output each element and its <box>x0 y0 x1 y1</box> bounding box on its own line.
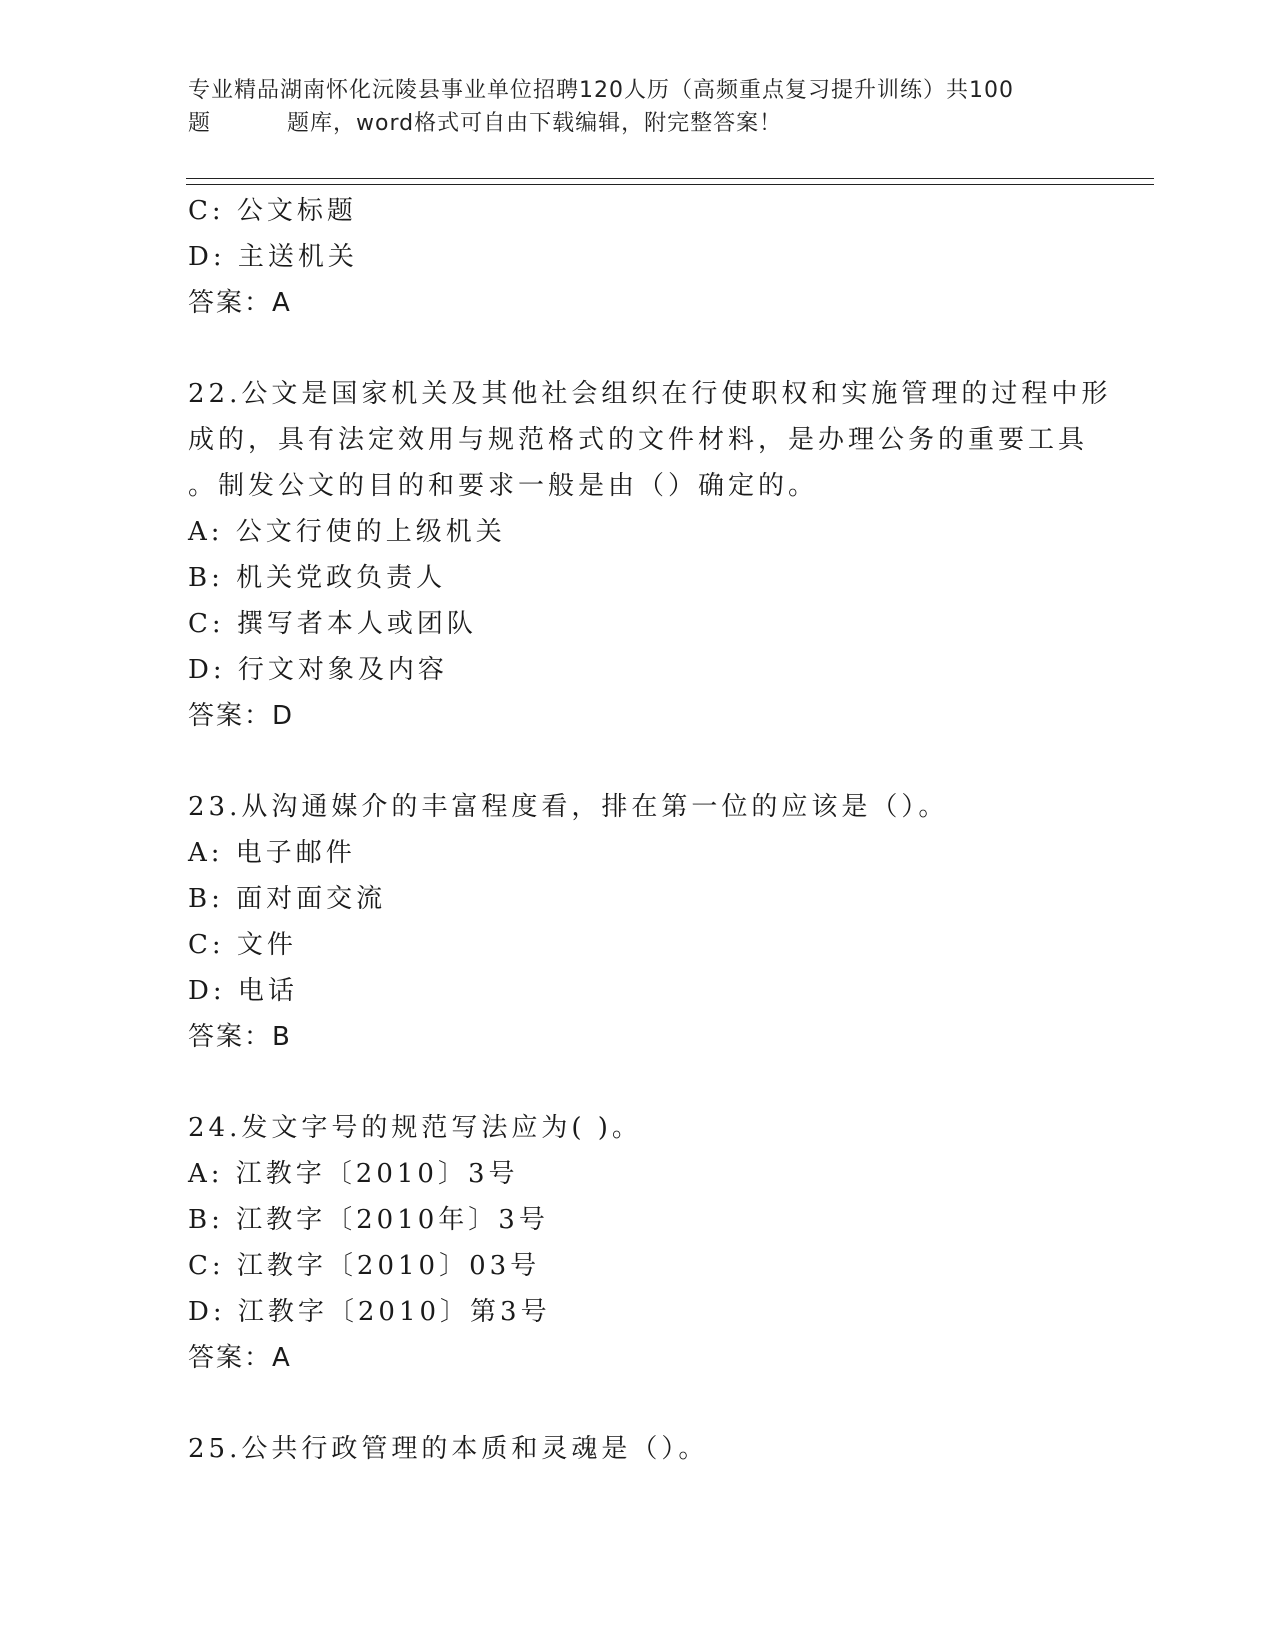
header-title-line-2-left: 题 <box>188 111 212 136</box>
header-gap <box>211 107 287 140</box>
option-c: C: 撰写者本人或团队 <box>188 609 477 639</box>
answer: 答案：A <box>188 288 292 318</box>
header-rule-bottom <box>186 184 1154 185</box>
option-d: D: 江教字〔2010〕第3号 <box>188 1297 551 1327</box>
option-b: B: 机关党政负责人 <box>188 563 447 593</box>
header-title-line-1: 专业精品湖南怀化沅陵县事业单位招聘120人历（高频重点复习提升训练）共100 <box>188 78 1014 103</box>
question-text-line: 25.公共行政管理的本质和灵魂是（）。 <box>188 1434 709 1464</box>
question-spacer <box>188 1381 1088 1426</box>
header-title-line-2 <box>188 107 1088 140</box>
question-23 <box>188 784 1088 1060</box>
question-content <box>188 188 1112 1472</box>
question-25 <box>188 1426 1088 1472</box>
option-b: B: 江教字〔2010年〕3号 <box>188 1205 549 1235</box>
question-21-tail <box>188 188 1088 326</box>
option-a: A: 公文行使的上级机关 <box>188 517 506 547</box>
question-text-line: 23.从沟通媒介的丰富程度看，排在第一位的应该是（）。 <box>188 792 949 822</box>
option-d: D: 行文对象及内容 <box>188 655 448 685</box>
question-spacer <box>188 739 1088 784</box>
option-c: C: 江教字〔2010〕03号 <box>188 1251 541 1281</box>
question-text-line: 成的，具有法定效用与规范格式的文件材料，是办理公务的重要工具 <box>188 425 1089 455</box>
question-spacer <box>188 326 1088 371</box>
answer: 答案：D <box>188 701 295 731</box>
question-spacer <box>188 1060 1088 1105</box>
header-title-line-2-right: 题库，word格式可自由下载编辑，附完整答案！ <box>287 111 783 136</box>
question-24 <box>188 1105 1088 1381</box>
answer: 答案：A <box>188 1343 292 1373</box>
question-text-line: 24.发文字号的规范写法应为( )。 <box>188 1113 642 1143</box>
answer: 答案：B <box>188 1022 292 1052</box>
option-a: A: 电子邮件 <box>188 838 356 868</box>
option-c: C: 公文标题 <box>188 196 357 226</box>
option-a: A: 江教字〔2010〕3号 <box>188 1159 519 1189</box>
question-22 <box>188 371 1112 739</box>
option-c: C: 文件 <box>188 930 297 960</box>
option-d: D: 主送机关 <box>188 242 358 272</box>
option-b: B: 面对面交流 <box>188 884 387 914</box>
question-text-line: 。制发公文的目的和要求一般是由（）确定的。 <box>188 471 819 501</box>
option-d: D: 电话 <box>188 976 298 1006</box>
header-rule-top <box>186 178 1154 179</box>
document-header <box>188 74 1088 140</box>
question-text-line: 22.公文是国家机关及其他社会组织在行使职权和实施管理的过程中形 <box>188 379 1112 409</box>
